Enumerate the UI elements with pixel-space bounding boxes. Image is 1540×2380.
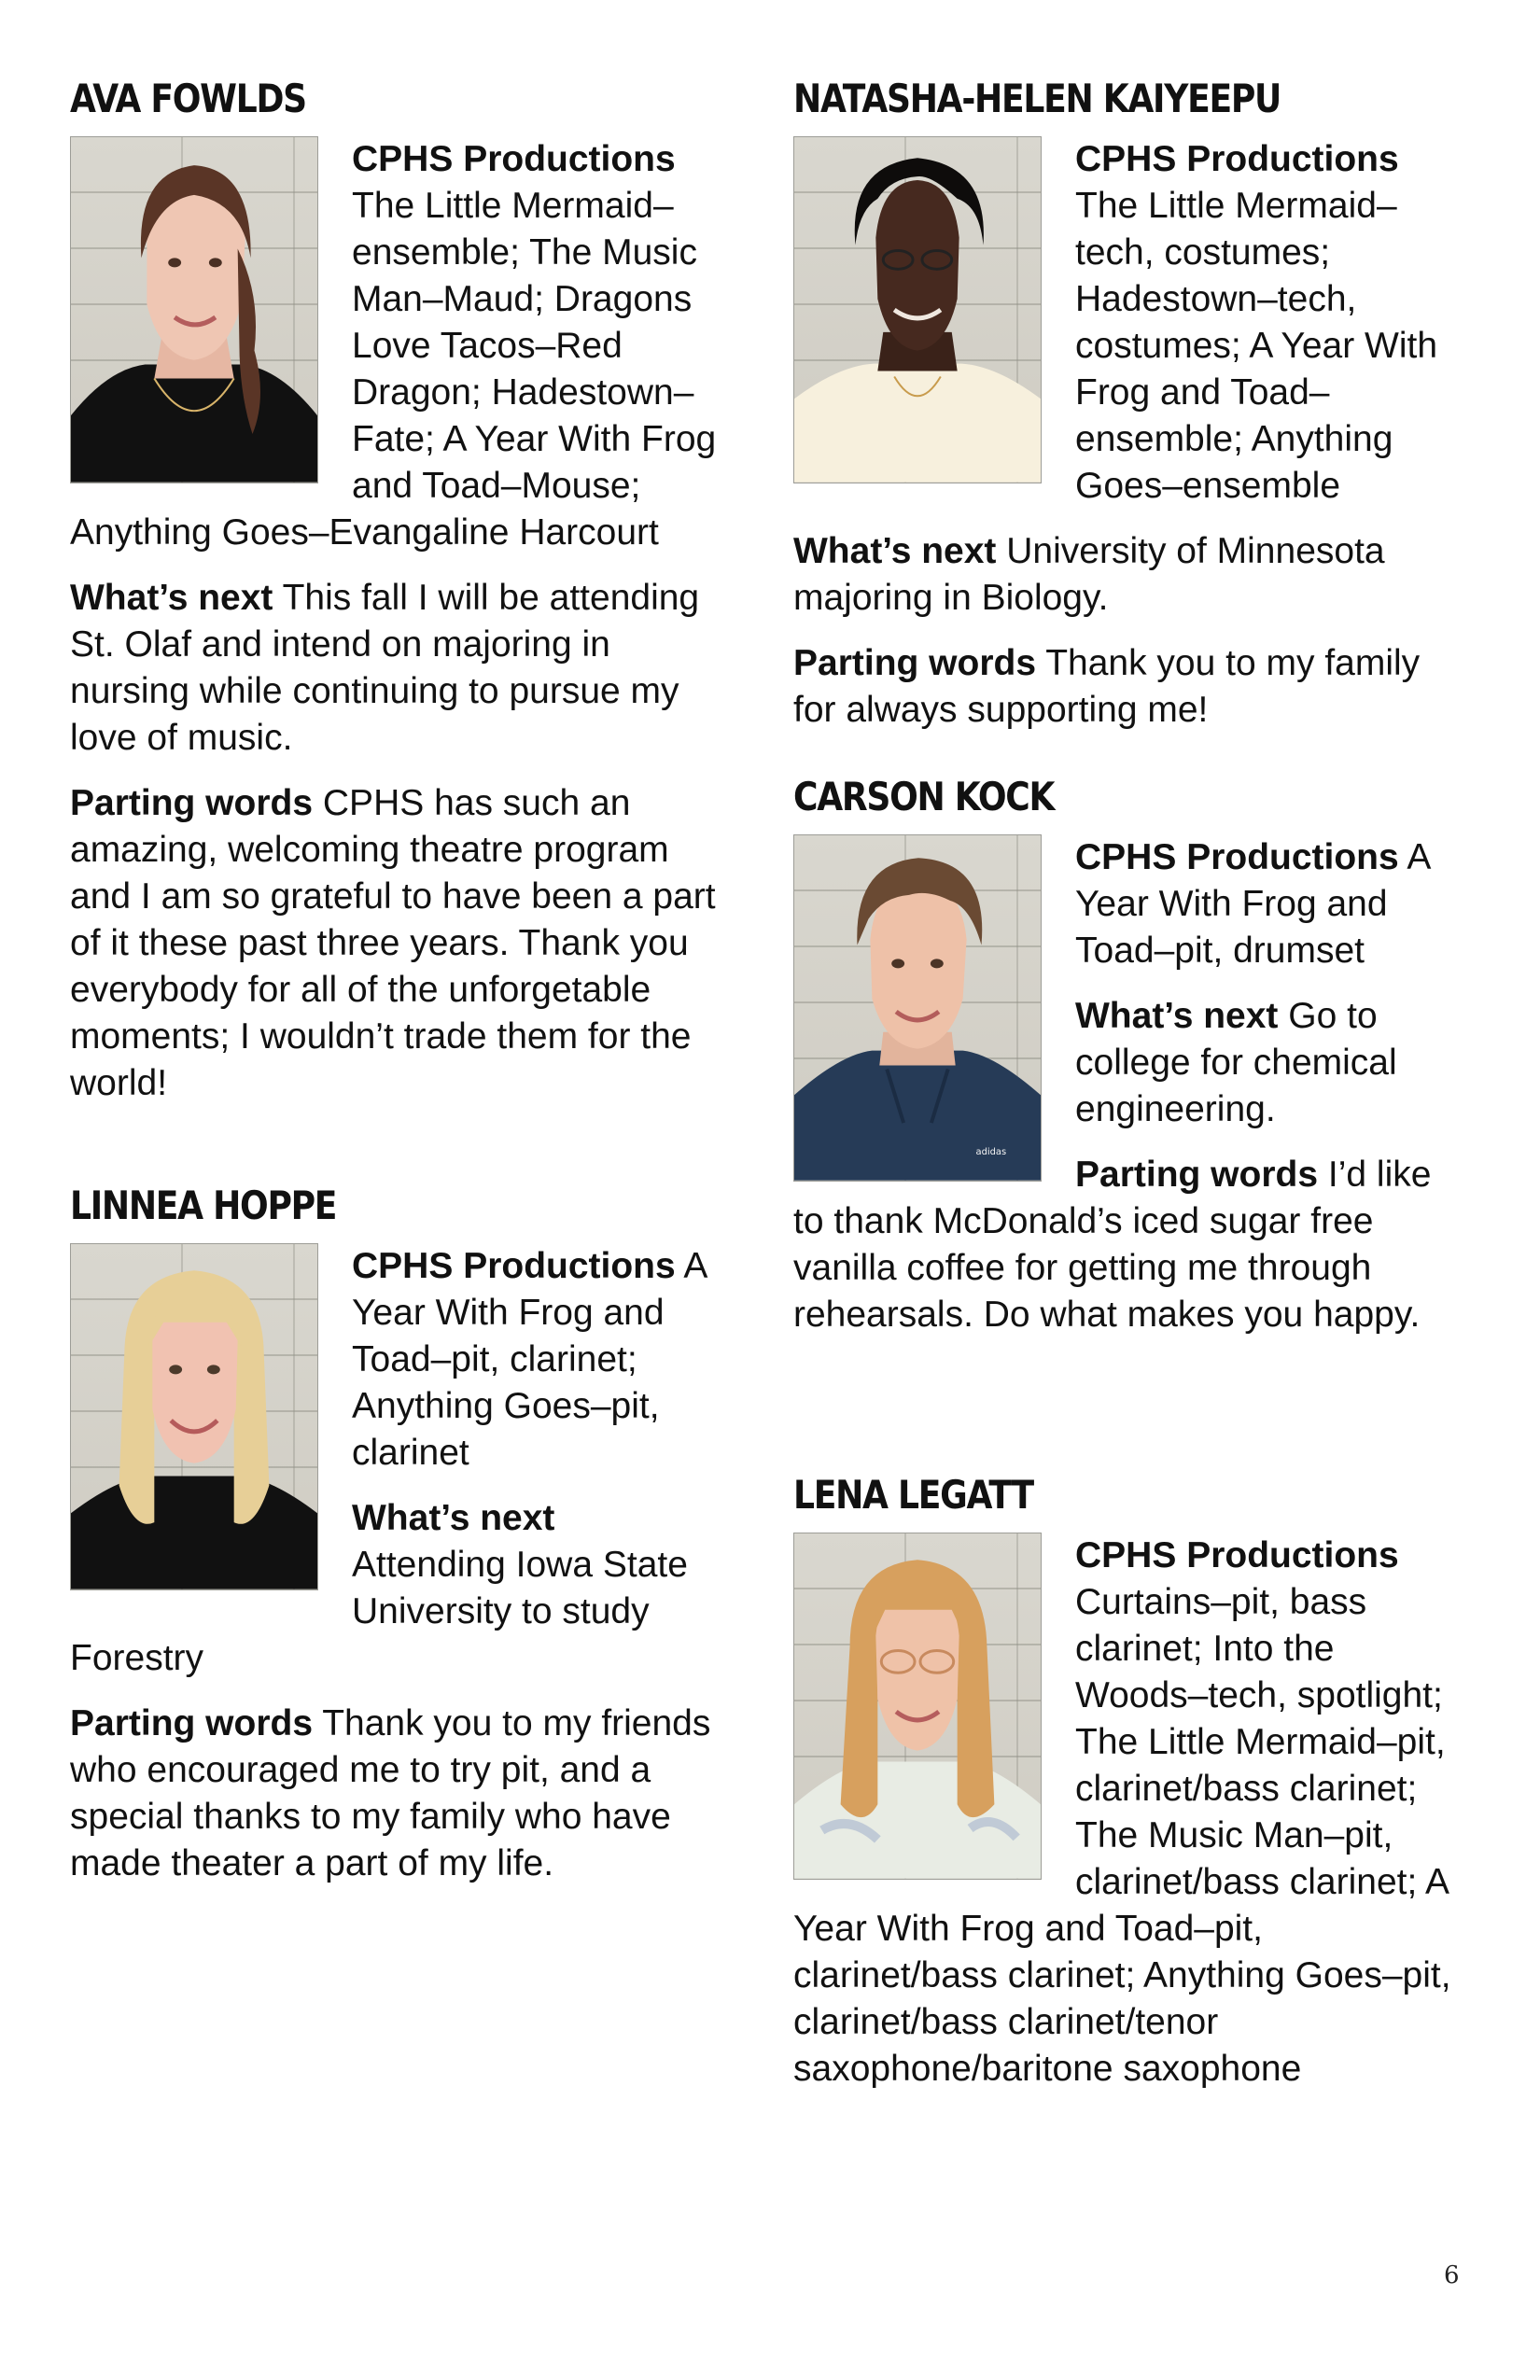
whats-next-text <box>793 528 1465 622</box>
productions-value: A Year With Frog and Toad–pit, clarinet; Anything Goes–pit, clarinet <box>352 1246 707 1473</box>
parting-words-value: Thank you to my family for always supporting me! <box>793 643 1421 730</box>
whats-next-value: Go to college for chemical engineering. <box>1075 996 1397 1129</box>
parting-words-label: Parting words <box>70 1703 314 1743</box>
whats-next-label: What’s next <box>352 1498 555 1538</box>
parting-words-text <box>793 640 1465 734</box>
portrait-photo <box>70 1243 318 1590</box>
portrait-image <box>794 137 1041 483</box>
portrait-photo <box>793 834 1042 1182</box>
whats-next-value: University of Minnesota majoring in Biology. <box>793 531 1385 618</box>
profile-linnea-hoppe <box>70 1180 733 1906</box>
productions-value: Curtains–pit, bass clarinet; Into the Woods–tech, spotlight; The Little Mermaid–pit, clarinet/bass clarinet; The Music Man–pit, clarinet/bass clarinet; A Year With Frog and Toad–pit, clarinet/bass clarinet; Anything Goes–pit, clarinet/bass clarinet/tenor saxophone/baritone saxophone <box>793 1582 1451 2089</box>
profile-name: NATASHA-HELEN KAIYEEPU <box>793 76 1281 121</box>
productions-label: CPHS Productions <box>352 139 676 179</box>
productions-value: The Little Mermaid–ensemble; The Music Man–Maud; Dragons Love Tacos–Red Dragon; Hadestown–Fate; A Year With Frog and Toad–Mouse; Anything Goes–Evangaline Harcourt <box>70 186 717 553</box>
profile-name: AVA FOWLDS <box>70 76 306 121</box>
portrait-photo <box>70 136 318 483</box>
productions-label: CPHS Productions <box>1075 837 1399 877</box>
whats-next-text <box>70 575 733 762</box>
whats-next-value: This fall I will be attending St. Olaf and intend on majoring in nursing while continuing to pursue my love of music. <box>70 578 700 758</box>
productions-value: A Year With Frog and Toad–pit, drumset <box>1075 837 1430 971</box>
parting-words-value: CPHS has such an amazing, welcoming theatre program and I am so grateful to have been a part of it these past three years. Thank you everybody for all of the unforgetable moments; I wouldn’t trade them for the world! <box>70 783 716 1103</box>
profile-name: CARSON KOCK <box>793 774 1055 819</box>
profile-ava-fowlds <box>70 73 733 1126</box>
portrait-image <box>71 1244 317 1589</box>
profile-lena-legatt <box>793 1469 1465 2111</box>
parting-words-label: Parting words <box>793 643 1037 683</box>
parting-words-label: Parting words <box>1075 1155 1319 1195</box>
parting-words-label: Parting words <box>70 783 314 823</box>
portrait-image <box>794 1533 1041 1879</box>
productions-label: CPHS Productions <box>1075 1535 1399 1575</box>
productions-value: The Little Mermaid–tech, costumes; Hadestown–tech, costumes; A Year With Frog and Toad–ensemble; Anything Goes–ensemble <box>1075 186 1438 506</box>
parting-words-value: I’d like to thank McDonald’s iced sugar free vanilla coffee for getting me through rehearsals. Do what makes you happy. <box>793 1155 1432 1335</box>
productions-label: CPHS Productions <box>352 1246 676 1286</box>
portrait-photo <box>793 136 1042 483</box>
portrait-image <box>794 835 1041 1181</box>
parting-words-text <box>70 1701 733 1887</box>
profile-carson-kock <box>793 771 1465 1357</box>
portrait-photo <box>793 1533 1042 1880</box>
portrait-image <box>71 137 317 483</box>
profile-name: LENA LEGATT <box>793 1472 1033 1518</box>
whats-next-value: Attending Iowa State University to study Forestry <box>70 1545 688 1678</box>
parting-words-text <box>70 780 733 1107</box>
profile-name: LINNEA HOPPE <box>70 1183 337 1228</box>
svg-text:adidas: adidas <box>975 1146 1007 1157</box>
whats-next-label: What’s next <box>1075 996 1279 1036</box>
page-number: 6 <box>1444 2261 1460 2289</box>
whats-next-label: What’s next <box>793 531 997 571</box>
whats-next-label: What’s next <box>70 578 273 618</box>
productions-label: CPHS Productions <box>1075 139 1399 179</box>
profile-natasha-helen-kaiyeepu <box>793 73 1465 752</box>
parting-words-value: Thank you to my friends who encouraged me to try pit, and a special thanks to my family who have made theater a part of my life. <box>70 1703 711 1883</box>
